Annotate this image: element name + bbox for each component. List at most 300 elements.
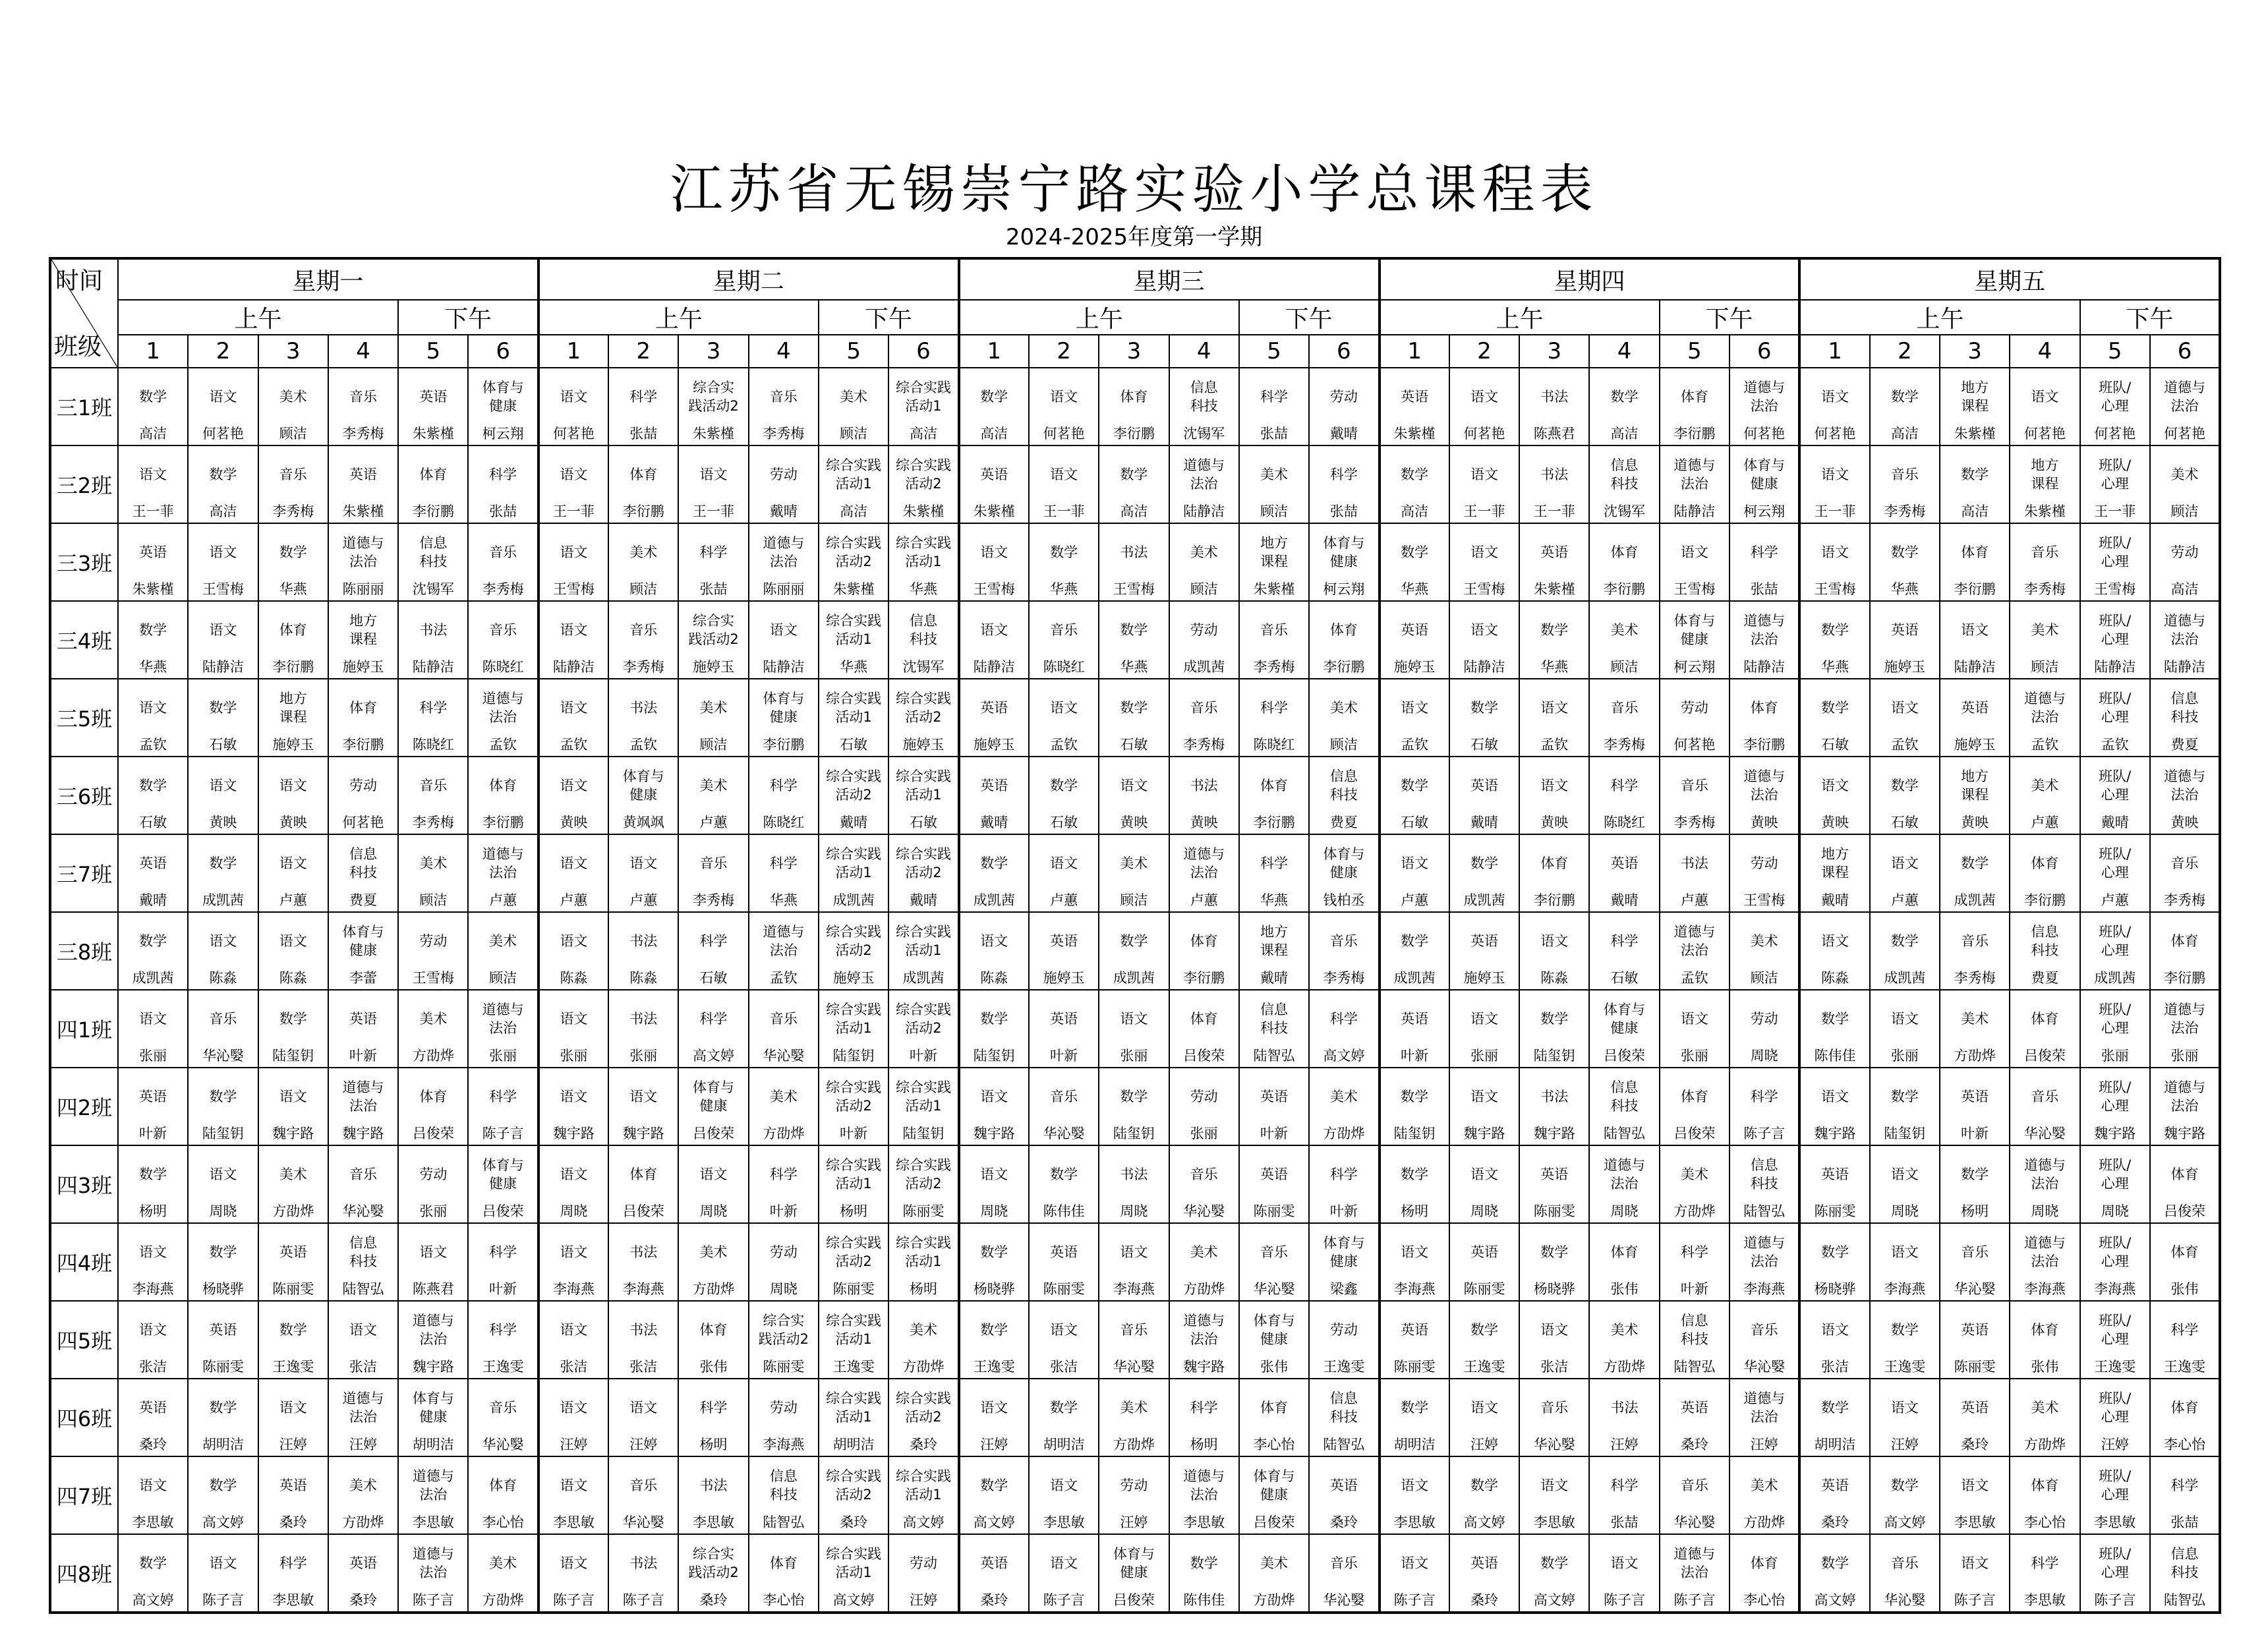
teacher-name: 沈锡军	[902, 659, 945, 675]
teacher-name: 方劭烨	[902, 1359, 945, 1375]
lesson-cell	[1309, 1379, 1379, 1456]
lesson-cell	[819, 834, 888, 912]
lesson-cell	[888, 834, 958, 912]
lesson-cell	[608, 757, 678, 834]
lesson-cell	[1449, 990, 1519, 1068]
lesson-cell	[118, 1068, 188, 1145]
lesson-cell	[1940, 1301, 2010, 1379]
subject-name: 英语	[1961, 1322, 1989, 1338]
subject-name: 道德与 法治	[342, 1079, 384, 1114]
subject-name: 音乐	[1961, 933, 1989, 949]
subject-name: 信息 科技	[2170, 691, 2199, 725]
subject-name: 书法	[699, 1477, 728, 1493]
lesson-cell	[1239, 445, 1309, 523]
subject-name: 美术	[1680, 1166, 1708, 1182]
lesson-cell	[749, 1145, 819, 1223]
teacher-name: 魏宇路	[973, 1126, 1015, 1141]
lesson-cell	[1029, 1068, 1099, 1145]
subject-name: 数学	[1610, 389, 1639, 405]
lesson-cell	[608, 912, 678, 990]
lesson-cell	[538, 834, 608, 912]
lesson-cell	[258, 368, 328, 445]
lesson-cell	[678, 1534, 748, 1613]
teacher-name: 王雪梅	[2094, 581, 2136, 597]
subject-name: 语文	[980, 1166, 1008, 1182]
lesson-cell	[1660, 834, 1730, 912]
teacher-name: 陈丽雯	[1954, 1359, 1996, 1375]
subject-name: 信息 科技	[349, 1235, 378, 1269]
teacher-name: 陈丽雯	[902, 1203, 945, 1219]
subject-name: 道德与 法治	[2164, 613, 2206, 647]
teacher-name: 华沁嫛	[1323, 1592, 1365, 1608]
teacher-name: 张丽	[489, 1048, 517, 1064]
teacher-name: 张喆	[489, 503, 517, 519]
lesson-cell	[2150, 445, 2220, 523]
lesson-cell	[2080, 1456, 2150, 1534]
lesson-cell	[1730, 523, 1799, 601]
teacher-name: 李衍鹏	[1253, 815, 1295, 830]
teacher-name: 石敏	[699, 970, 728, 986]
teacher-name: 华燕	[139, 659, 167, 675]
subject-name: 数学	[980, 855, 1008, 871]
lesson-cell	[328, 757, 398, 834]
teacher-name: 何茗艳	[1743, 426, 1786, 442]
subject-name: 体育	[2170, 1166, 2199, 1182]
period-number: 5	[819, 335, 888, 368]
teacher-name: 陆智弘	[763, 1514, 805, 1530]
subject-name: 英语	[1821, 1166, 1849, 1182]
lesson-cell	[2150, 834, 2220, 912]
teacher-name: 魏宇路	[2164, 1126, 2206, 1141]
subject-name: 道德与 法治	[2164, 380, 2206, 414]
subject-name: 班队/ 心理	[2099, 1002, 2132, 1036]
teacher-name: 李心怡	[482, 1514, 524, 1530]
lesson-cell	[1309, 1534, 1379, 1613]
teacher-name: 黄映	[1750, 815, 1778, 830]
subject-name: 音乐	[1050, 1089, 1078, 1104]
subject-name: 班队/ 心理	[2099, 1157, 2132, 1191]
lesson-cell	[1239, 990, 1309, 1068]
teacher-name: 卢蕙	[1890, 892, 1919, 908]
subject-name: 数学	[209, 1400, 237, 1416]
teacher-name: 华燕	[769, 892, 798, 908]
lesson-cell	[1940, 523, 2010, 601]
lesson-cell	[1519, 1145, 1589, 1223]
lesson-cell	[1449, 445, 1519, 523]
subject-name: 美术	[699, 700, 728, 716]
subject-name: 英语	[1329, 1477, 1358, 1493]
teacher-name: 卢蕙	[1401, 892, 1429, 908]
subject-name: 语文	[980, 622, 1008, 638]
subject-name: 信息 科技	[1680, 1313, 1708, 1347]
lesson-cell	[468, 523, 538, 601]
teacher-name: 李思敏	[2023, 1592, 2066, 1608]
lesson-cell	[1940, 1456, 2010, 1534]
lesson-cell	[1730, 445, 1799, 523]
subject-name: 科学	[629, 389, 658, 405]
teacher-name: 陆玺钥	[272, 1048, 314, 1064]
lesson-cell	[608, 445, 678, 523]
subject-name: 科学	[1329, 467, 1358, 482]
lesson-cell	[1099, 912, 1169, 990]
teacher-name: 汪婷	[1750, 1437, 1778, 1452]
subject-name: 劳动	[769, 467, 798, 482]
teacher-name: 黄映	[1821, 815, 1849, 830]
lesson-cell	[749, 1379, 819, 1456]
subject-name: 数学	[1961, 467, 1989, 482]
lesson-cell	[1940, 757, 2010, 834]
teacher-name: 桑玲	[980, 1592, 1008, 1608]
subject-name: 科学	[1190, 1400, 1218, 1416]
subject-name: 数学	[209, 855, 237, 871]
class-label: 三1班	[50, 368, 118, 445]
subject-name: 音乐	[1120, 1322, 1148, 1338]
lesson-cell	[1660, 679, 1730, 757]
subject-name: 语文	[560, 1011, 588, 1027]
subject-name: 语文	[560, 467, 588, 482]
teacher-name: 陆智弘	[1673, 1359, 1716, 1375]
subject-name: 英语	[1050, 1011, 1078, 1027]
subject-name: 数学	[209, 1477, 237, 1493]
teacher-name: 周晓	[769, 1281, 798, 1297]
teacher-name: 陆玺钥	[1884, 1126, 1926, 1141]
teacher-name: 李衍鹏	[1323, 659, 1365, 675]
teacher-name: 张丽	[560, 1048, 588, 1064]
subject-name: 班队/ 心理	[2099, 1079, 2132, 1114]
teacher-name: 朱紫槿	[902, 503, 945, 519]
page-title: 江苏省无锡崇宁路实验小学总课程表	[670, 159, 1598, 220]
lesson-cell	[959, 1223, 1029, 1301]
day-header: 星期三	[959, 258, 1380, 300]
subject-name: 地方 课程	[349, 613, 378, 647]
lesson-cell	[1870, 1145, 1940, 1223]
lesson-cell	[1029, 912, 1099, 990]
lesson-cell	[749, 1534, 819, 1613]
lesson-cell	[468, 1145, 538, 1223]
lesson-cell	[118, 523, 188, 601]
teacher-name: 叶新	[349, 1048, 378, 1064]
period-number: 3	[1519, 335, 1589, 368]
lesson-cell	[608, 523, 678, 601]
period-number: 6	[2150, 335, 2220, 368]
teacher-name: 李衍鹏	[1113, 426, 1155, 442]
lesson-cell	[398, 1068, 468, 1145]
lesson-cell	[749, 368, 819, 445]
subject-name: 语文	[209, 778, 237, 793]
lesson-cell	[1519, 601, 1589, 679]
subject-name: 体育与 健康	[482, 380, 524, 414]
teacher-name: 周晓	[1750, 1048, 1778, 1064]
subject-name: 劳动	[1750, 1011, 1778, 1027]
subject-name: 语文	[560, 933, 588, 949]
teacher-name: 戴晴	[980, 815, 1008, 830]
subject-name: 音乐	[349, 1166, 378, 1182]
teacher-name: 成凯茜	[1463, 892, 1505, 908]
subject-name: 语文	[560, 1400, 588, 1416]
teacher-name: 王逸雯	[973, 1359, 1015, 1375]
day-header: 星期五	[1799, 258, 2220, 300]
lesson-cell	[1799, 757, 1869, 834]
subject-name: 语文	[1470, 1089, 1498, 1104]
lesson-cell	[1029, 990, 1099, 1068]
subject-name: 信息 科技	[1190, 380, 1218, 414]
subject-name: 语文	[139, 1244, 167, 1260]
teacher-name: 王雪梅	[1743, 892, 1786, 908]
subject-name: 书法	[1610, 1400, 1639, 1416]
subject-name: 美术	[1750, 933, 1778, 949]
teacher-name: 陈伟佳	[1043, 1203, 1085, 1219]
teacher-name: 汪婷	[980, 1437, 1008, 1452]
lesson-cell	[538, 679, 608, 757]
subject-name: 综合实践 活动1	[895, 1235, 951, 1269]
morning-header: 上午	[959, 300, 1239, 335]
subject-name: 数学	[980, 1322, 1008, 1338]
subject-name: 劳动	[1750, 855, 1778, 871]
subject-name: 综合实践 活动1	[826, 613, 882, 647]
teacher-name: 何茗艳	[342, 815, 384, 830]
subject-name: 劳动	[909, 1555, 937, 1571]
teacher-name: 李心怡	[763, 1592, 805, 1608]
lesson-cell	[1380, 1223, 1449, 1301]
teacher-name: 华沁嫛	[1253, 1281, 1295, 1297]
lesson-cell	[1449, 523, 1519, 601]
subject-name: 美术	[909, 1322, 937, 1338]
lesson-cell	[1940, 1223, 2010, 1301]
teacher-name: 王雪梅	[1814, 581, 1856, 597]
lesson-cell	[468, 601, 538, 679]
subject-name: 体育	[1610, 1244, 1639, 1260]
subject-name: 综合实践 活动2	[895, 1391, 951, 1425]
subject-name: 英语	[1680, 1400, 1708, 1416]
subject-name: 美术	[1750, 1477, 1778, 1493]
teacher-name: 李海燕	[763, 1437, 805, 1452]
teacher-name: 华燕	[1540, 659, 1569, 675]
lesson-cell	[1029, 601, 1099, 679]
teacher-name: 卢蕙	[1190, 892, 1218, 908]
teacher-name: 高文婷	[1814, 1592, 1856, 1608]
teacher-name: 戴晴	[1821, 892, 1849, 908]
teacher-name: 张喆	[1260, 426, 1288, 442]
lesson-cell	[2080, 1068, 2150, 1145]
subject-name: 英语	[349, 1011, 378, 1027]
lesson-cell	[188, 445, 258, 523]
subject-name: 语文	[560, 778, 588, 793]
lesson-cell	[1799, 1223, 1869, 1301]
subject-name: 科学	[489, 467, 517, 482]
teacher-name: 张丽	[1190, 1126, 1218, 1141]
teacher-name: 桑玲	[139, 1437, 167, 1452]
teacher-name: 魏宇路	[412, 1359, 454, 1375]
lesson-cell	[1730, 757, 1799, 834]
subject-name: 美术	[1610, 1322, 1639, 1338]
teacher-name: 吕俊荣	[412, 1126, 454, 1141]
subject-name: 数学	[209, 1089, 237, 1104]
lesson-cell	[1730, 912, 1799, 990]
subject-name: 道德与 法治	[1673, 1546, 1716, 1580]
subject-name: 语文	[1050, 855, 1078, 871]
subject-name: 音乐	[629, 622, 658, 638]
lesson-cell	[1799, 445, 1869, 523]
teacher-name: 陈晓红	[1604, 815, 1646, 830]
lesson-cell	[1660, 523, 1730, 601]
day-header: 星期二	[538, 258, 959, 300]
lesson-cell	[1519, 679, 1589, 757]
subject-name: 体育	[629, 1166, 658, 1182]
teacher-name: 高文婷	[693, 1048, 735, 1064]
lesson-cell	[398, 834, 468, 912]
teacher-name: 张丽	[1120, 1048, 1148, 1064]
subject-name: 班队/ 心理	[2099, 924, 2132, 958]
subject-name: 数学	[139, 778, 167, 793]
subject-name: 道德与 法治	[1183, 846, 1225, 880]
subject-name: 书法	[1540, 1089, 1569, 1104]
lesson-cell	[1309, 523, 1379, 601]
lesson-cell	[1519, 1456, 1589, 1534]
subject-name: 班队/ 心理	[2099, 535, 2132, 569]
subject-name: 班队/ 心理	[2099, 1546, 2132, 1580]
subject-name: 音乐	[1961, 1244, 1989, 1260]
lesson-cell	[398, 757, 468, 834]
subject-name: 语文	[1401, 700, 1429, 716]
teacher-name: 胡明洁	[1814, 1437, 1856, 1452]
teacher-name: 费夏	[2031, 970, 2059, 986]
teacher-name: 朱紫槿	[832, 581, 875, 597]
lesson-cell	[819, 445, 888, 523]
teacher-name: 李海燕	[2094, 1281, 2136, 1297]
teacher-name: 李衍鹏	[1183, 970, 1225, 986]
teacher-name: 黄映	[1120, 815, 1148, 830]
subject-name: 劳动	[1329, 1322, 1358, 1338]
teacher-name: 施婷玉	[1463, 970, 1505, 986]
subject-name: 数学	[1401, 1089, 1429, 1104]
teacher-name: 梁鑫	[1329, 1281, 1358, 1297]
subject-name: 综合实践 活动1	[826, 1157, 882, 1191]
teacher-name: 桑玲	[840, 1514, 868, 1530]
teacher-name: 卢蕙	[560, 892, 588, 908]
subject-name: 语文	[1821, 1322, 1849, 1338]
lesson-cell	[1380, 912, 1449, 990]
subject-name: 科学	[1329, 1011, 1358, 1027]
subject-name: 语文	[980, 933, 1008, 949]
teacher-name: 施婷玉	[902, 737, 945, 753]
lesson-cell	[2080, 834, 2150, 912]
subject-name: 美术	[629, 544, 658, 560]
teacher-name: 李衍鹏	[2023, 892, 2066, 908]
lesson-cell	[959, 834, 1029, 912]
period-number: 3	[258, 335, 328, 368]
teacher-name: 陈子言	[1673, 1592, 1716, 1608]
teacher-name: 石敏	[1890, 815, 1919, 830]
lesson-cell	[1870, 1534, 1940, 1613]
lesson-cell	[608, 1145, 678, 1223]
teacher-name: 李衍鹏	[342, 737, 384, 753]
teacher-name: 成凯茜	[1884, 970, 1926, 986]
teacher-name: 何茗艳	[2094, 426, 2136, 442]
teacher-name: 张丽	[629, 1048, 658, 1064]
lesson-cell	[1519, 368, 1589, 445]
subject-name: 地方 课程	[1961, 380, 1989, 414]
subject-name: 语文	[1050, 1555, 1078, 1571]
subject-name: 体育与 健康	[1604, 1002, 1646, 1036]
lesson-cell	[188, 757, 258, 834]
lesson-cell	[1309, 757, 1379, 834]
teacher-name: 桑玲	[909, 1437, 937, 1452]
subject-name: 语文	[560, 544, 588, 560]
subject-name: 数学	[1190, 1555, 1218, 1571]
period-number: 6	[1309, 335, 1379, 368]
subject-name: 数学	[1890, 1322, 1919, 1338]
teacher-name: 周晓	[560, 1203, 588, 1219]
teacher-name: 王一菲	[1043, 503, 1085, 519]
teacher-name: 陆静洁	[1183, 503, 1225, 519]
subject-name: 道德与 法治	[763, 535, 805, 569]
subject-name: 数学	[1961, 855, 1989, 871]
subject-name: 书法	[1540, 467, 1569, 482]
lesson-cell	[1449, 1534, 1519, 1613]
lesson-cell	[1589, 990, 1659, 1068]
teacher-name: 顾洁	[1120, 892, 1148, 908]
subject-name: 科学	[279, 1555, 307, 1571]
period-number: 6	[888, 335, 958, 368]
subject-name: 书法	[629, 933, 658, 949]
lesson-cell	[328, 445, 398, 523]
subject-name: 音乐	[349, 389, 378, 405]
lesson-cell	[959, 1068, 1029, 1145]
subject-name: 语文	[139, 1322, 167, 1338]
lesson-cell	[1799, 679, 1869, 757]
teacher-name: 顾洁	[489, 970, 517, 986]
lesson-cell	[1799, 523, 1869, 601]
subject-name: 班队/ 心理	[2099, 1391, 2132, 1425]
corner-time-label: 时间	[55, 268, 103, 295]
subject-name: 音乐	[1890, 467, 1919, 482]
subject-name: 音乐	[2031, 1089, 2059, 1104]
subject-name: 道德与 法治	[1183, 457, 1225, 492]
class-row	[50, 679, 2220, 757]
teacher-name: 周晓	[699, 1203, 728, 1219]
lesson-cell	[1449, 757, 1519, 834]
teacher-name: 方劭烨	[1253, 1592, 1295, 1608]
subject-name: 综合实践 活动2	[826, 1468, 882, 1503]
lesson-cell	[888, 679, 958, 757]
lesson-cell	[258, 834, 328, 912]
teacher-name: 施婷玉	[272, 737, 314, 753]
subject-name: 语文	[139, 467, 167, 482]
lesson-cell	[749, 1456, 819, 1534]
lesson-cell	[678, 1301, 748, 1379]
lesson-cell	[1099, 1301, 1169, 1379]
lesson-cell	[1589, 601, 1659, 679]
subject-name: 劳动	[1329, 389, 1358, 405]
lesson-cell	[118, 1534, 188, 1613]
subject-name: 书法	[629, 1555, 658, 1571]
lesson-cell	[2010, 1068, 2079, 1145]
lesson-cell	[1799, 1534, 1869, 1613]
subject-name: 英语	[279, 1477, 307, 1493]
teacher-name: 王逸雯	[1884, 1359, 1926, 1375]
lesson-cell	[1660, 1223, 1730, 1301]
lesson-cell	[1660, 1379, 1730, 1456]
subject-name: 美术	[1120, 855, 1148, 871]
subject-name: 语文	[560, 1166, 588, 1182]
lesson-cell	[1660, 1068, 1730, 1145]
subject-name: 语文	[1890, 1400, 1919, 1416]
subject-name: 语文	[1821, 467, 1849, 482]
subject-name: 语文	[560, 622, 588, 638]
teacher-name: 高洁	[1610, 426, 1639, 442]
subject-name: 语文	[560, 855, 588, 871]
teacher-name: 张洁	[1821, 1359, 1849, 1375]
